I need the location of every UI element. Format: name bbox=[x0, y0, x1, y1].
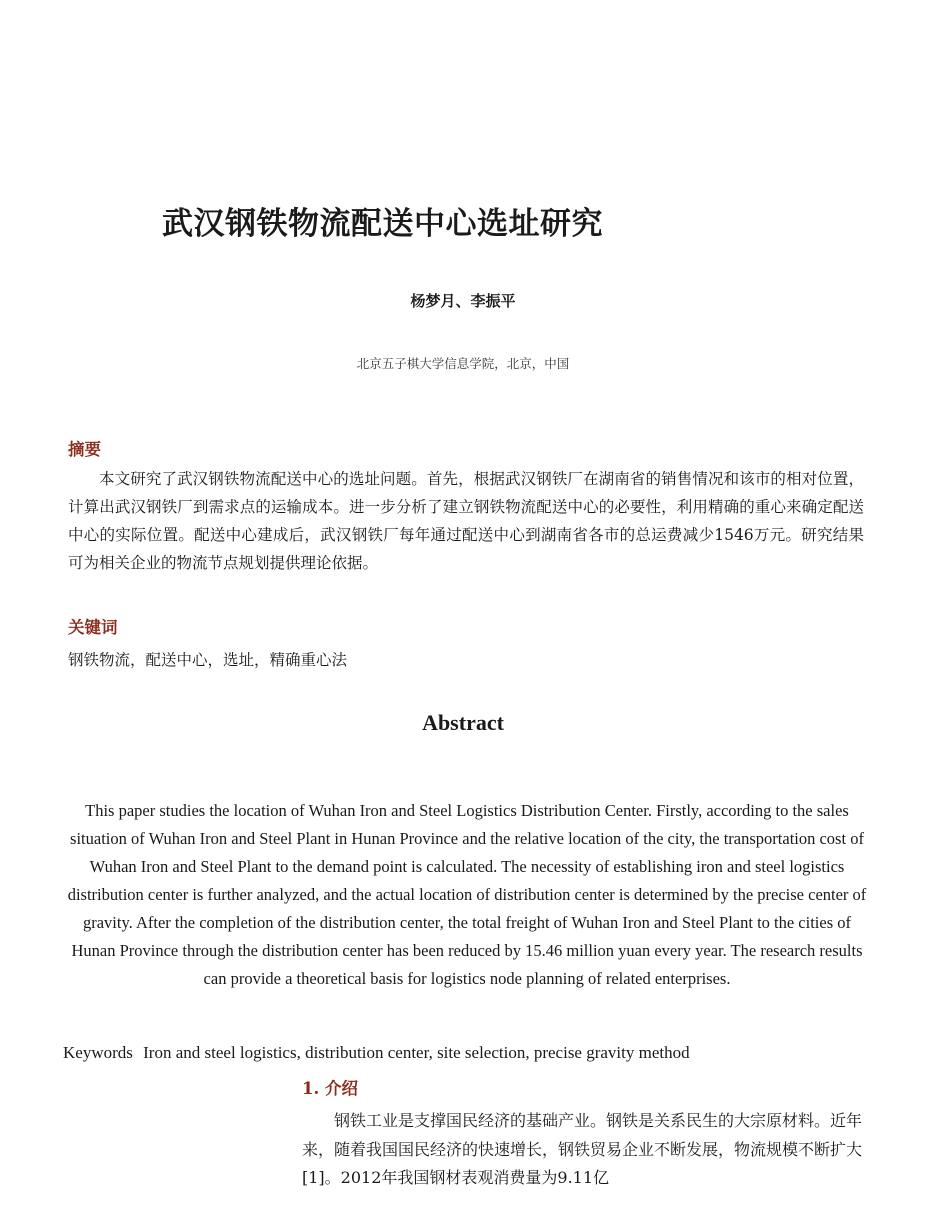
section-1-heading: 1. 介绍 bbox=[302, 1079, 358, 1098]
keywords-cn-body: 钢铁物流，配送中心，选址，精确重心法 bbox=[68, 651, 348, 669]
abstract-en-body: This paper studies the location of Wuhan Iron and Steel Logistics Distribution Center. Firstly, according to the sales situation of Wuhan Iron and Steel Plant in Hunan Province and the relative location of the city, the transportation cost of Wuhan Iron and Steel Plant to the demand point is calculated. The necessity of establishing iron and steel logistics distribution center is further analyzed, and the actual location of distribution center is determined by the precise center of gravity. After the completion of the distribution center, the total freight of Wuhan Iron and Steel Plant to the cities of Hunan Province through the distribution center has been reduced by 15.46 million yuan every year. The research results can provide a theoretical basis for logistics node planning of related enterprises. bbox=[67, 801, 867, 988]
keywords-cn-heading: 关键词 bbox=[68, 618, 118, 637]
abstract-cn-body: 本文研究了武汉钢铁物流配送中心的选址问题。首先，根据武汉钢铁厂在湖南省的销售情况和该市的相对位置，计算出武汉钢铁厂到需求点的运输成本。进一步分析了建立钢铁物流配送中心的必要性，利用精确的重心来确定配送中心的实际位置。配送中心建成后，武汉钢铁厂每年通过配送中心到湖南省各市的总运费减少1546万元。研究结果可为相关企业的物流节点规划提供理论依据。 bbox=[68, 470, 864, 572]
keywords-en-label: Keywords bbox=[63, 1043, 133, 1062]
keywords-en bbox=[63, 1043, 690, 1063]
abstract-cn-heading: 摘要 bbox=[68, 440, 101, 459]
affiliation: 北京五子棋大学信息学院，北京，中国 bbox=[356, 356, 570, 371]
paper-title: 武汉钢铁物流配送中心选址研究 bbox=[162, 206, 603, 242]
keywords-en-body: Iron and steel logistics, distribution center, site selection, precise gravity method bbox=[143, 1043, 690, 1062]
authors: 杨梦月、李振平 bbox=[410, 292, 516, 310]
section-1-body: 钢铁工业是支撑国民经济的基础产业。钢铁是关系民生的大宗原材料。近年来，随着我国国民经济的快速增长，钢铁贸易企业不断发展，物流规模不断扩大[1]。2012年我国钢材表观消费量为9.11亿 bbox=[302, 1111, 863, 1187]
abstract-en-heading: Abstract bbox=[422, 710, 504, 735]
